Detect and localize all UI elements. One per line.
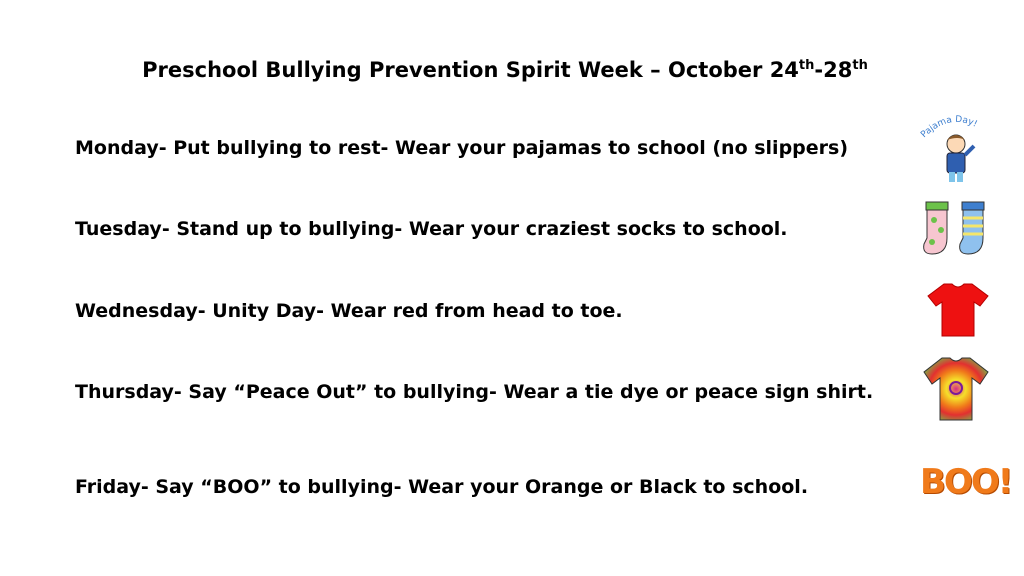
tuesday-line: Tuesday- Stand up to bullying- Wear your craziest socks to school. <box>75 218 788 240</box>
crazy-socks-icon <box>920 198 994 260</box>
red-shirt-icon <box>924 280 992 340</box>
pajama-boy-icon <box>918 108 990 188</box>
monday-line: Monday- Put bullying to rest- Wear your pajamas to school (no slippers) <box>75 137 849 159</box>
thursday-line: Thursday- Say “Peace Out” to bullying- Wear a tie dye or peace sign shirt. <box>75 381 874 403</box>
page-title: Preschool Bullying Prevention Spirit Week – October 24th-28th <box>142 58 868 82</box>
wednesday-line: Wednesday- Unity Day- Wear red from head to toe. <box>75 300 623 322</box>
svg-text:Pajama Day!: Pajama Day! <box>919 114 979 141</box>
tie-dye-shirt-icon <box>920 352 992 424</box>
boo-text-icon: BOO! <box>920 462 1012 502</box>
friday-line: Friday- Say “BOO” to bullying- Wear your Orange or Black to school. <box>75 476 809 498</box>
